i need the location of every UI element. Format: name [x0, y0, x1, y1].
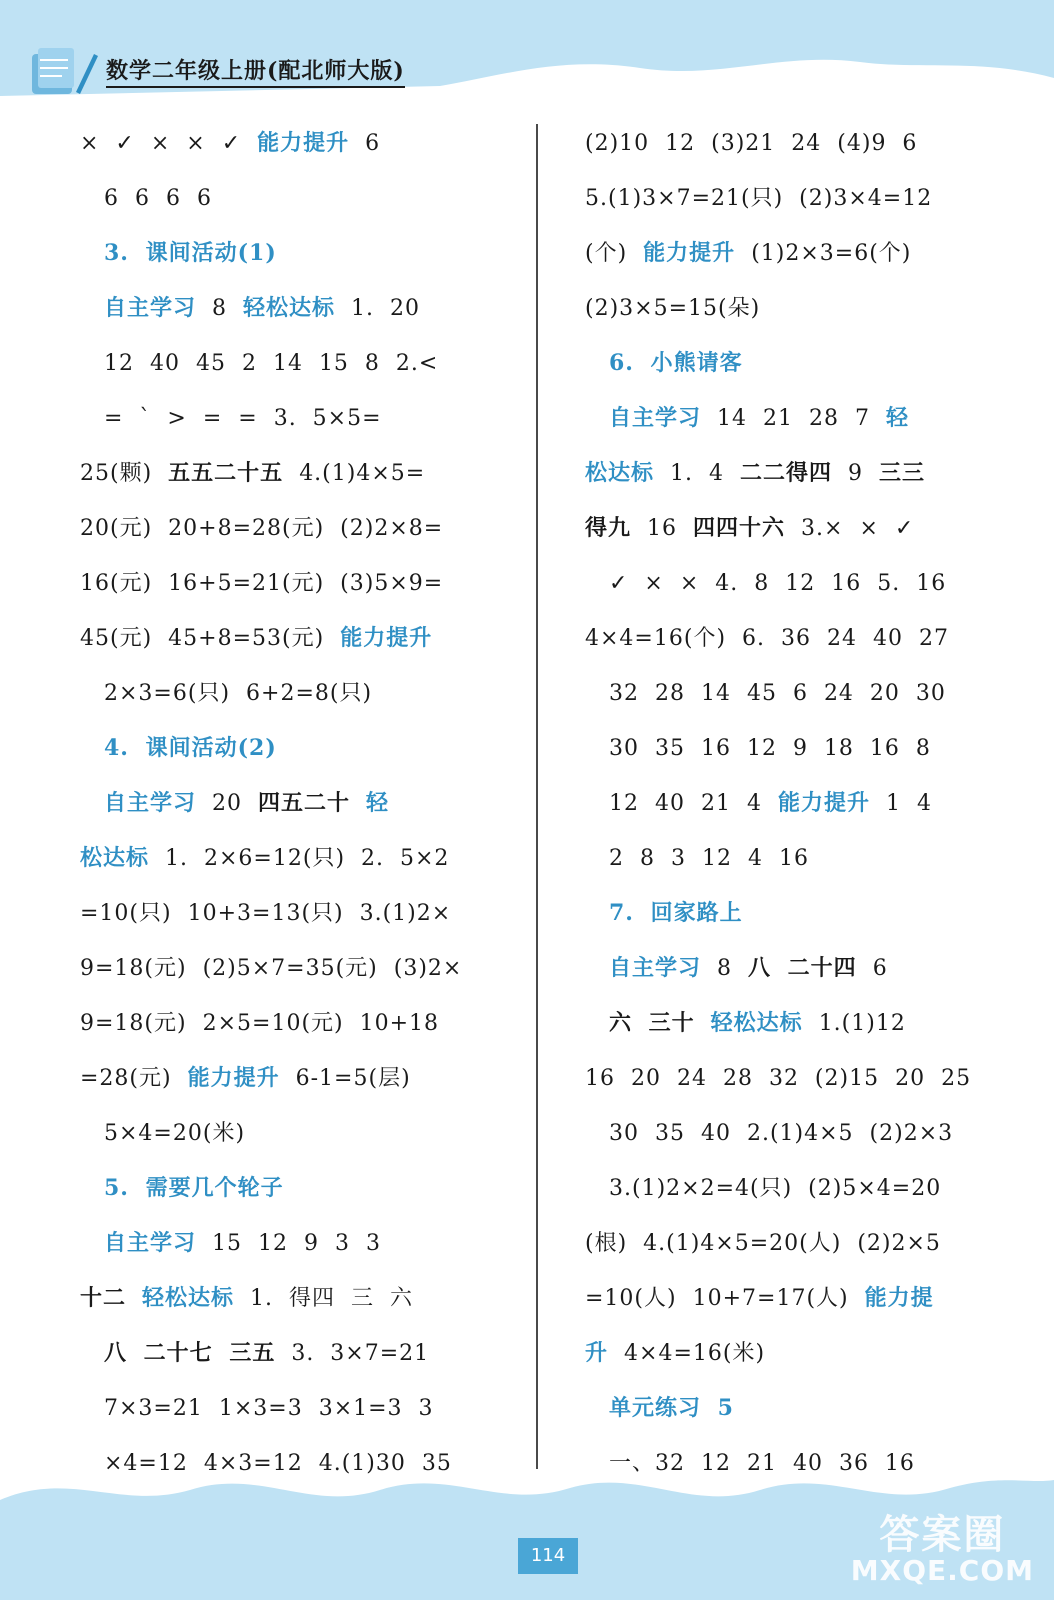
section-title: 3. 课间活动(1) [104, 240, 277, 266]
section-label: 自主学习 [104, 791, 197, 816]
section-title: 单元练习 5 [609, 1395, 734, 1421]
header-title: 数学二年级上册(配北师大版) [106, 58, 405, 88]
section-label: 能力提 [864, 1286, 934, 1311]
answer-line: 自主学习 8 轻松达标 1. 20 [104, 296, 421, 321]
answer-line: 30 35 40 2.(1)4×5 (2)2×3 [609, 1121, 954, 1146]
answer-line: 松达标 1. 2×6=12(只) 2. 5×2 [80, 846, 450, 871]
watermark-logo: 答案圈 MXQE.COM [850, 1512, 1034, 1587]
section-label: 轻 [885, 406, 909, 431]
answer-line: (2)10 12 (3)21 24 (4)9 6 [585, 131, 918, 156]
answer-line: 6 6 6 6 [104, 186, 212, 211]
left-column [80, 116, 500, 1491]
answer-line: (个) 能力提升 (1)2×3=6(个) [585, 241, 912, 266]
answer-line: 自主学习 20 四五二十 轻 [104, 790, 390, 816]
section-label: 轻 [366, 791, 390, 816]
section-label: 能力提升 [257, 131, 350, 156]
section-label: 轻松达标 [710, 1011, 803, 1036]
answer-line: 45(元) 45+8=53(元) 能力提升 [80, 626, 433, 651]
answer-line: 六 三十 轻松达标 1.(1)12 [609, 1010, 906, 1036]
answer-line: 2×3=6(只) 6+2=8(只) [104, 681, 373, 706]
section-title: 4. 课间活动(2) [104, 735, 277, 761]
answer-line: 自主学习 14 21 28 7 轻 [609, 406, 909, 431]
section-label: 松达标 [585, 461, 655, 486]
right-column [585, 116, 1005, 1491]
answer-line: 得九 16 四四十六 3.× × ✓ [585, 515, 915, 541]
section-label: 自主学习 [609, 406, 702, 431]
section-label: 升 [585, 1341, 609, 1366]
answer-line: 八 二十七 三五 3. 3×7=21 [104, 1340, 430, 1366]
book-pencil-logo [28, 40, 100, 100]
section-label: 能力提升 [777, 791, 870, 816]
answer-line: 4×4=16(个) 6. 36 24 40 27 [585, 626, 949, 651]
page-number: 114 [518, 1538, 578, 1574]
answer-line: 5.(1)3×7=21(只) (2)3×4=12 [585, 186, 933, 211]
answer-line: 自主学习 8 八 二十四 6 [609, 955, 888, 981]
answer-line: =28(元) 能力提升 6-1=5(层) [80, 1066, 411, 1091]
answer-line: 30 35 16 12 9 18 16 8 [609, 736, 931, 761]
answer-line: 16 20 24 28 32 (2)15 20 25 [585, 1066, 972, 1091]
answer-line: ×4=12 4×3=12 4.(1)30 35 [104, 1451, 452, 1476]
answer-line: 9=18(元) (2)5×7=35(元) (3)2× [80, 956, 463, 981]
answer-line: 自主学习 15 12 9 3 3 [104, 1231, 381, 1256]
answer-line: 12 40 21 4 能力提升 1 4 [609, 791, 932, 816]
answer-line: 十二 轻松达标 1. 得四 三 六 [80, 1285, 414, 1311]
answer-line: 松达标 1. 4 二二得四 9 三三 [585, 460, 926, 486]
answer-line: ✓ × × 4. 8 12 16 5. 16 [609, 571, 947, 596]
answer-line: =10(只) 10+3=13(只) 3.(1)2× [80, 901, 452, 926]
answer-line: 2 8 3 12 4 16 [609, 846, 809, 871]
answer-line: 9=18(元) 2×5=10(元) 10+18 [80, 1011, 440, 1036]
answer-line: 一、32 12 21 40 36 16 [609, 1451, 915, 1476]
section-label: 轻松达标 [243, 296, 336, 321]
section-label: 能力提升 [187, 1066, 280, 1091]
section-label: 轻松达标 [142, 1286, 235, 1311]
answer-line: 5×4=20(米) [104, 1121, 246, 1146]
section-label: 能力提升 [643, 241, 736, 266]
answer-line: 25(颗) 五五二十五 4.(1)4×5= [80, 460, 426, 486]
section-label: 自主学习 [609, 956, 702, 981]
answer-line: 12 40 45 2 14 15 8 2.< [104, 351, 439, 376]
section-label: 自主学习 [104, 1231, 197, 1256]
answer-line: =10(人) 10+7=17(人) 能力提 [585, 1286, 934, 1311]
answer-line: × ✓ × × ✓ 能力提升 6 [80, 131, 381, 156]
section-title: 6. 小熊请客 [609, 350, 743, 376]
answer-line: 16(元) 16+5=21(元) (3)5×9= [80, 571, 444, 596]
answer-line: 20(元) 20+8=28(元) (2)2×8= [80, 516, 444, 541]
header-wave-band [0, 0, 1054, 110]
answer-line: 3.(1)2×2=4(只) (2)5×4=20 [609, 1176, 942, 1201]
section-title: 7. 回家路上 [609, 900, 743, 926]
answer-line: (2)3×5=15(朵) [585, 296, 761, 321]
answer-line: = ˋ > = = 3. 5×5= [104, 406, 382, 431]
section-label: 自主学习 [104, 296, 197, 321]
section-title: 5. 需要几个轮子 [104, 1175, 284, 1201]
column-divider [536, 124, 538, 1469]
answer-line: (根) 4.(1)4×5=20(人) (2)2×5 [585, 1231, 941, 1256]
answer-line: 7×3=21 1×3=3 3×1=3 3 [104, 1396, 434, 1421]
section-label: 松达标 [80, 846, 150, 871]
answer-line: 32 28 14 45 6 24 20 30 [609, 681, 946, 706]
section-label: 能力提升 [340, 626, 433, 651]
answer-line: 升 4×4=16(米) [585, 1341, 766, 1366]
